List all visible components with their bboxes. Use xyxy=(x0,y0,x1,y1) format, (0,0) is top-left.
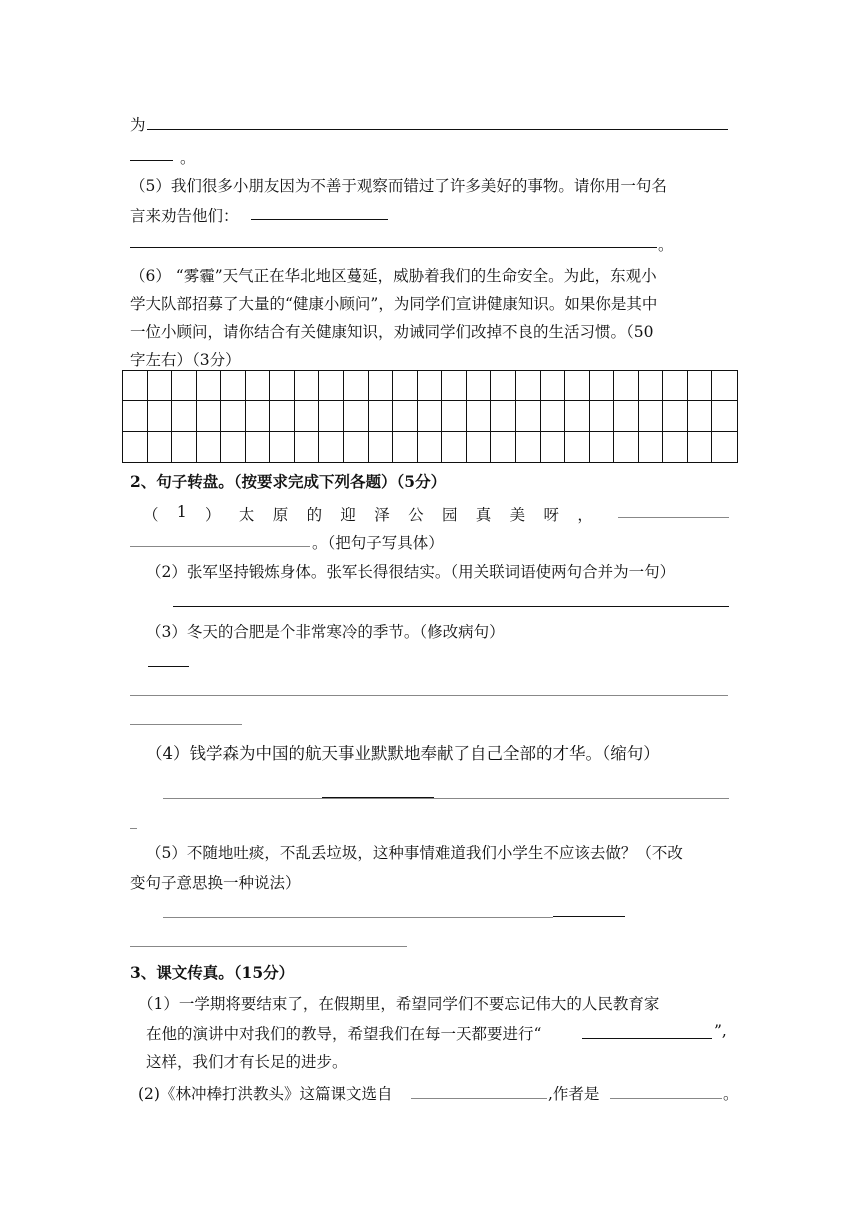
grid-cell[interactable] xyxy=(491,371,516,401)
grid-cell[interactable] xyxy=(663,432,688,462)
answer-blank[interactable] xyxy=(173,606,729,607)
s5-text-line1: （5）不随地吐痰，不乱丢垃圾，这种事情难道我们小学生不应该去做？（不改 xyxy=(146,844,683,862)
s4-text: （4）钱学森为中国的航天事业默默地奉献了自己全部的才华。（缩句） xyxy=(146,744,660,763)
s1-char: 1 xyxy=(176,503,187,521)
grid-cell[interactable] xyxy=(541,432,566,462)
grid-cell[interactable] xyxy=(197,432,222,462)
grid-cell[interactable] xyxy=(246,371,271,401)
grid-cell[interactable] xyxy=(295,432,320,462)
grid-cell[interactable] xyxy=(491,432,516,462)
grid-cell[interactable] xyxy=(639,371,664,401)
grid-cell[interactable] xyxy=(712,371,737,401)
s3-text: （3）冬天的合肥是个非常寒冷的季节。（修改病句） xyxy=(146,623,505,641)
grid-cell[interactable] xyxy=(295,371,320,401)
answer-blank[interactable] xyxy=(130,695,728,696)
grid-cell[interactable] xyxy=(639,401,664,431)
answer-blank[interactable] xyxy=(610,1098,722,1099)
grid-cell[interactable] xyxy=(639,432,664,462)
answer-blank[interactable] xyxy=(553,916,625,917)
q6-text-line3: 一位小顾问，请你结合有关健康知识，劝诫同学们改掉不良的生活习惯。（50 xyxy=(130,323,654,341)
grid-cell[interactable] xyxy=(221,401,246,431)
grid-cell[interactable] xyxy=(197,371,222,401)
answer-blank[interactable] xyxy=(322,797,434,798)
grid-cell[interactable] xyxy=(467,432,492,462)
grid-cell[interactable] xyxy=(393,371,418,401)
s3q1-line2-a: 在他的演讲中对我们的教导，希望我们在每一天都要进行“ xyxy=(146,1025,542,1043)
grid-cell[interactable] xyxy=(393,432,418,462)
q6-text-line4: 字左右）（3分） xyxy=(130,351,241,369)
section3-title: 3、课文传真。（15分） xyxy=(130,963,295,982)
answer-blank[interactable] xyxy=(618,517,729,518)
period: 。 xyxy=(658,236,674,254)
grid-cell[interactable] xyxy=(270,371,295,401)
grid-cell[interactable] xyxy=(712,401,737,431)
s1-char: 公 xyxy=(408,506,424,524)
s1-char: 太 xyxy=(238,506,255,524)
grid-cell[interactable] xyxy=(663,371,688,401)
grid-cell[interactable] xyxy=(148,432,173,462)
s1-char: 真 xyxy=(475,506,492,524)
s3q2-text-b: ,作者是 xyxy=(548,1085,600,1103)
grid-cell[interactable] xyxy=(688,401,713,431)
answer-blank[interactable] xyxy=(163,917,553,918)
answer-line-prefix: 为 xyxy=(130,116,146,134)
answer-blank[interactable] xyxy=(130,546,310,547)
answer-blank[interactable] xyxy=(130,247,657,248)
answer-blank[interactable] xyxy=(130,946,407,947)
section2-title: 2、句子转盘。（按要求完成下列各题）（5分） xyxy=(130,472,447,491)
grid-cell[interactable] xyxy=(172,371,197,401)
s1-instruction: 。（把句子写具体） xyxy=(312,534,444,552)
grid-cell[interactable] xyxy=(590,371,615,401)
grid-cell[interactable] xyxy=(614,401,639,431)
s1-char: 原 xyxy=(272,506,289,524)
grid-cell[interactable] xyxy=(270,432,295,462)
grid-cell[interactable] xyxy=(516,432,541,462)
s2-text: （2）张军坚持锻炼身体。张军长得很结实。（用关联词语使两句合并为一句） xyxy=(146,563,676,581)
period: 。 xyxy=(180,149,196,167)
grid-cell[interactable] xyxy=(418,371,443,401)
s3q1-line3: 这样，我们才有长足的进步。 xyxy=(146,1053,348,1071)
grid-cell[interactable] xyxy=(270,401,295,431)
grid-cell[interactable] xyxy=(319,371,344,401)
s1-char: 泽 xyxy=(374,506,390,524)
grid-cell[interactable] xyxy=(246,432,271,462)
s1-sentence xyxy=(143,503,593,525)
writing-grid[interactable] xyxy=(122,370,738,463)
answer-blank[interactable] xyxy=(163,798,729,799)
grid-cell[interactable] xyxy=(614,371,639,401)
q6-text-line2: 学大队部招募了大量的“健康小顾问”，为同学们宣讲健康知识。如果你是其中 xyxy=(130,295,658,313)
s3q2-text-a: (2)《林冲棒打洪教头》这篇课文选自 xyxy=(138,1085,393,1103)
s1-char: （ xyxy=(143,506,159,524)
grid-cell[interactable] xyxy=(369,432,394,462)
grid-cell[interactable] xyxy=(467,371,492,401)
q5-text-line1: （5）我们很多小朋友因为不善于观察而错过了许多美好的事物。请你用一句名 xyxy=(130,177,667,195)
grid-cell[interactable] xyxy=(172,401,197,431)
grid-cell[interactable] xyxy=(467,401,492,431)
grid-cell[interactable] xyxy=(516,371,541,401)
grid-cell[interactable] xyxy=(491,401,516,431)
grid-cell[interactable] xyxy=(148,371,173,401)
grid-cell[interactable] xyxy=(442,401,467,431)
grid-cell[interactable] xyxy=(369,371,394,401)
answer-blank[interactable] xyxy=(130,828,137,829)
s1-char: ， xyxy=(577,506,593,524)
grid-cell[interactable] xyxy=(590,432,615,462)
grid-cell[interactable] xyxy=(246,401,271,431)
answer-blank[interactable] xyxy=(411,1098,547,1099)
grid-cell[interactable] xyxy=(295,401,320,431)
grid-cell[interactable] xyxy=(344,401,369,431)
s3q1-line1: （1）一学期将要结束了，在假期里，希望同学们不要忘记伟大的人民教育家 xyxy=(138,995,660,1013)
grid-cell[interactable] xyxy=(590,401,615,431)
grid-cell[interactable] xyxy=(221,432,246,462)
grid-cell[interactable] xyxy=(344,371,369,401)
grid-cell[interactable] xyxy=(516,401,541,431)
period: 。 xyxy=(723,1085,739,1103)
s1-char: ） xyxy=(205,506,221,524)
s1-char: 园 xyxy=(441,506,458,524)
answer-blank[interactable] xyxy=(147,129,728,130)
grid-cell[interactable] xyxy=(565,401,590,431)
q5-text-line2: 言来劝告他们： xyxy=(130,207,239,225)
grid-cell[interactable] xyxy=(221,371,246,401)
grid-cell[interactable] xyxy=(319,432,344,462)
answer-blank[interactable] xyxy=(130,724,242,725)
grid-cell[interactable] xyxy=(123,401,148,431)
grid-cell[interactable] xyxy=(172,432,197,462)
grid-cell[interactable] xyxy=(565,432,590,462)
grid-cell[interactable] xyxy=(148,401,173,431)
grid-cell[interactable] xyxy=(663,401,688,431)
grid-cell[interactable] xyxy=(344,432,369,462)
grid-cell[interactable] xyxy=(123,432,148,462)
grid-cell[interactable] xyxy=(393,401,418,431)
s1-char: 迎 xyxy=(340,506,356,524)
answer-blank[interactable] xyxy=(148,666,189,667)
quote-close: ”, xyxy=(714,1022,727,1040)
answer-blank[interactable] xyxy=(251,219,388,220)
grid-cell[interactable] xyxy=(197,401,222,431)
grid-cell[interactable] xyxy=(418,432,443,462)
grid-cell[interactable] xyxy=(442,432,467,462)
grid-cell[interactable] xyxy=(712,432,737,462)
s1-char: 美 xyxy=(509,506,526,524)
grid-cell[interactable] xyxy=(541,371,566,401)
grid-cell[interactable] xyxy=(541,401,566,431)
grid-cell[interactable] xyxy=(688,371,713,401)
grid-cell[interactable] xyxy=(319,401,344,431)
grid-cell[interactable] xyxy=(688,432,713,462)
s1-char: 呀 xyxy=(543,506,559,524)
grid-cell[interactable] xyxy=(123,371,148,401)
s1-char: 的 xyxy=(306,506,323,524)
grid-cell[interactable] xyxy=(418,401,443,431)
grid-cell[interactable] xyxy=(614,432,639,462)
grid-cell[interactable] xyxy=(369,401,394,431)
grid-cell[interactable] xyxy=(565,371,590,401)
answer-blank[interactable] xyxy=(582,1038,712,1039)
answer-blank[interactable] xyxy=(130,160,173,161)
q6-text-line1: （6） “雾霾”天气正在华北地区蔓延，威胁着我们的生命安全。为此，东观小 xyxy=(130,267,657,285)
grid-cell[interactable] xyxy=(442,371,467,401)
s5-text-line2: 变句子意思换一种说法） xyxy=(130,874,301,892)
